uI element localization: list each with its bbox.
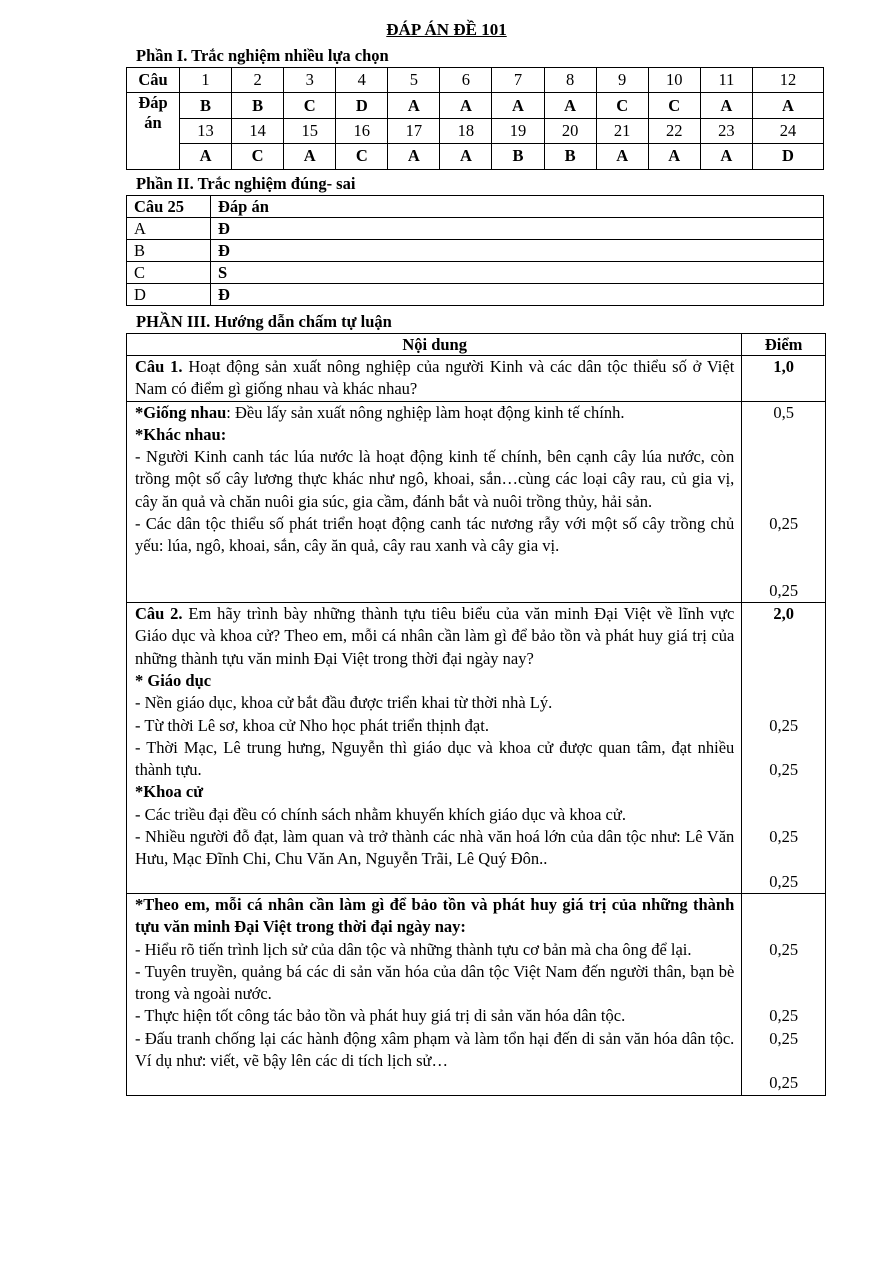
content-column-header: Nội dung [127,334,742,356]
score: 0,25 [769,1006,799,1026]
question-1-score: 1,0 [742,356,826,402]
answer-cell: B [180,93,232,118]
preservation-point: - Tuyên truyền, quảng bá các di sản văn hóa của dân tộc Việt Nam đến người thân, bạn bè trong và ngoài nước. [135,961,735,1004]
answer-cell: A [440,144,492,169]
question-number: 17 [388,118,440,143]
question-number: 15 [284,118,336,143]
answer-cell: C [336,144,388,169]
question-number: 18 [440,118,492,143]
score: 0,25 [769,1073,799,1093]
answer-cell: A [544,93,596,118]
answer-cell: A [753,93,824,118]
item-label: C [127,262,211,284]
question-number: 16 [336,118,388,143]
score: 0,25 [769,871,799,891]
answer-cell: C [596,93,648,118]
score: 0,25 [769,513,799,533]
answer-header: Đáp án [211,196,824,218]
preservation-scores [742,893,826,1095]
answer-cell: C [284,93,336,118]
answer-cell: A [388,144,440,169]
score: 0,5 [773,402,794,422]
question-label-cell: Câu [127,68,180,93]
answer-cell: A [440,93,492,118]
question-number: 20 [544,118,596,143]
question-number: 7 [492,68,544,93]
score: 0,25 [769,715,799,735]
question-number: 3 [284,68,336,93]
question-1-answer [127,401,742,602]
question-2-scores [742,603,826,894]
exam-point: - Các triều đại đều có chính sách nhằm khuyến khích giáo dục và khoa cử. [135,804,626,824]
multiple-choice-answer-table [126,67,824,170]
item-label: A [127,218,211,240]
question-number: 19 [492,118,544,143]
score: 0,25 [769,939,799,959]
education-point: - Nền giáo dục, khoa cử bắt đầu được triển khai từ thời nhà Lý. [135,693,553,713]
preservation-point: - Hiểu rõ tiến trình lịch sử của dân tộc và những thành tựu cơ bản mà cha ông để lại. [135,939,692,959]
similarity-label: *Giống nhau [135,402,227,422]
answer-cell: B [232,93,284,118]
item-answer: Đ [211,218,824,240]
question-number: 9 [596,68,648,93]
preservation-point: - Thực hiện tốt công tác bảo tồn và phát huy giá trị di sản văn hóa dân tộc. [135,1006,626,1026]
item-answer: Đ [211,240,824,262]
preservation-point: - Đấu tranh chống lại các hành động xâm phạm và làm tổn hại đến di sản văn hóa dân tộc. Ví dụ như: viết, vẽ bậy lên các di tích lịch sử… [135,1028,735,1071]
answer-label-line-2: án [144,113,162,133]
question-1-answer-scores [742,401,826,602]
page-title: ĐÁP ÁN ĐỀ 101 [386,20,507,39]
essay-grading-table [126,333,826,1096]
answer-cell: A [700,93,752,118]
answer-cell: A [284,144,336,169]
question-2-score: 2,0 [773,604,794,624]
question-2-block [127,603,742,894]
difference-kinh: - Người Kinh canh tác lúa nước là hoạt động kinh tế chính, bên cạnh cây lúa nước, còn trồng một số cây lương thực khác như ngô, khoai, sắn…cùng các loại cây rau, củ gia vị, cây ăn quả và chăn nuôi gia súc, gia cầm, đánh bắt và nuôi trồng thủy, hải sản. [135,447,735,511]
question-number: 10 [648,68,700,93]
item-label: B [127,240,211,262]
answer-cell: D [753,144,824,169]
question-number: 23 [700,118,752,143]
answer-cell: A [492,93,544,118]
answer-label-line-1: Đáp [138,93,168,113]
score-column-header: Điểm [742,334,826,356]
answer-cell: D [336,93,388,118]
question-number: 14 [232,118,284,143]
difference-label: *Khác nhau: [135,424,227,444]
education-label: * Giáo dục [135,670,212,690]
part3-heading: PHẦN III. Hướng dẫn chấm tự luận [136,312,392,331]
question-number: 6 [440,68,492,93]
question-number: 13 [180,118,232,143]
answer-cell: B [544,144,596,169]
answer-cell: A [180,144,232,169]
question-1-prompt [127,356,742,402]
question-number: 1 [180,68,232,93]
part1-heading: Phần I. Trắc nghiệm nhiều lựa chọn [136,46,389,65]
question-25-header: Câu 25 [127,196,211,218]
question-number: 2 [232,68,284,93]
question-number: 12 [753,68,824,93]
score: 0,25 [769,760,799,780]
education-point: - Thời Mạc, Lê trung hưng, Nguyễn thì giáo dục và khoa cử được quan tâm, đạt nhiều thành tựu. [135,737,735,780]
answer-label-cell [127,93,180,169]
similarity-text: : Đều lấy sản xuất nông nghiệp làm hoạt động kinh tế chính. [226,402,625,422]
question-number: 22 [648,118,700,143]
question-number: 21 [596,118,648,143]
score: 0,25 [769,580,799,600]
score: 0,25 [769,827,799,847]
answer-cell: A [388,93,440,118]
question-number: 8 [544,68,596,93]
question-number: 5 [388,68,440,93]
question-number: 4 [336,68,388,93]
question-1-text: Hoạt động sản xuất nông nghiệp của người Kinh và các dân tộc thiểu số ở Việt Nam có điểm gì giống nhau và khác nhau? [135,357,735,399]
answer-cell: A [596,144,648,169]
true-false-answer-table [126,195,824,306]
exam-label: *Khoa cử [135,782,204,802]
exam-point: - Nhiều người đỗ đạt, làm quan và trở thành các nhà văn hoá lớn của dân tộc như: Lê Văn Hưu, Mạc Đĩnh Chi, Chu Văn An, Nguyễn Trãi, Lê Quý Đôn.. [135,827,735,869]
difference-minorities: - Các dân tộc thiểu số phát triển hoạt động canh tác nương rẫy với một số cây trồng chủ yếu: lúa, ngô, khoai, sắn, cây ăn quả, cây rau xanh và cây gia vị. [135,514,735,556]
education-point: - Từ thời Lê sơ, khoa cử Nho học phát triển thịnh đạt. [135,715,489,735]
question-1-label: Câu 1. [135,357,183,376]
item-answer: S [211,262,824,284]
answer-cell: A [700,144,752,169]
answer-cell: C [648,93,700,118]
question-2-text: Em hãy trình bày những thành tựu tiêu biểu của văn minh Đại Việt về lĩnh vực Giáo dục và khoa cử? Theo em, mỗi cá nhân cần làm gì để bảo tồn và phát huy giá trị của những thành tựu văn minh Đại Việt trong thời đại ngày nay? [135,604,735,668]
item-label: D [127,284,211,306]
answer-cell: A [648,144,700,169]
item-answer: Đ [211,284,824,306]
question-number: 11 [700,68,752,93]
question-number: 24 [753,118,824,143]
answer-cell: C [232,144,284,169]
score: 0,25 [769,1028,799,1048]
part2-heading: Phần II. Trắc nghiệm đúng- sai [136,174,356,193]
preservation-heading: *Theo em, mỗi cá nhân cần làm gì để bảo tồn và phát huy giá trị của những thành tựu văn minh Đại Việt trong thời đại ngày nay: [135,894,735,937]
question-2-label: Câu 2. [135,604,183,624]
answer-cell: B [492,144,544,169]
preservation-block [127,893,742,1095]
